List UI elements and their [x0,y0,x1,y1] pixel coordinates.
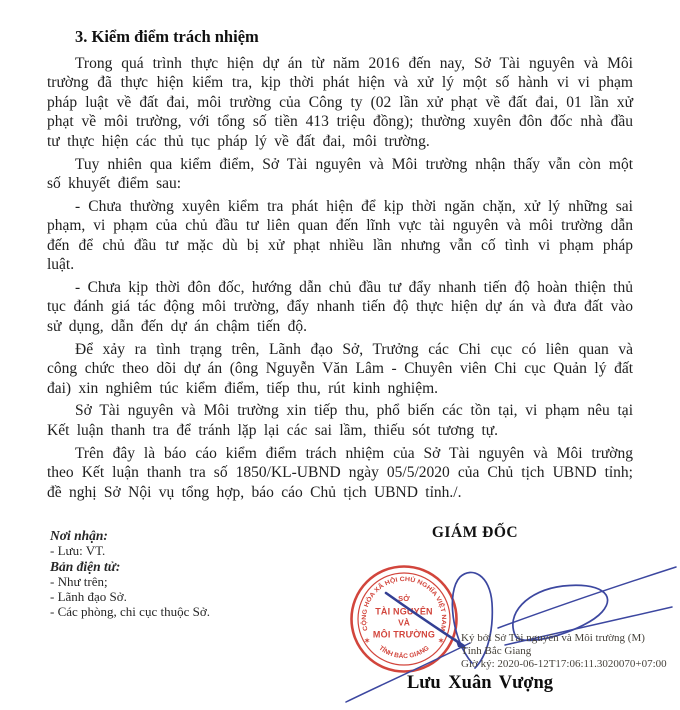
digital-signature-info [461,632,667,670]
stamp-arc-bottom-text: TỈNH BẮC GIANG [377,644,431,661]
stamp-center-line1: SỞ [398,594,410,603]
paragraph: - Chưa thường xuyên kiểm tra phát hiện để kịp thời ngăn chặn, xử lý những sai phạm, vi phạm của chủ đầu tư liên quan đến lĩnh vực tài nguyên và môi trường dẫn đến để chủ đầu tư mặc dù bị xử phạt nhiều lần nhưng vẫn cố tình vi phạm pháp luật. [47,197,633,274]
stamp-center-line3: VÀ [398,617,410,628]
stamp-center-line4: MÔI TRƯỜNG [372,629,436,640]
digital-signature-line: Tỉnh Bắc Giang [461,644,532,657]
recipients-block [50,528,210,620]
stamp-arc-top-text: CỘNG HÒA XÃ HỘI CHỦ NGHĨA VIỆT NAM [360,575,448,632]
paragraph: Trên đây là báo cáo kiểm điểm trách nhiệm của Sở Tài nguyên và Môi trường theo Kết luận thanh tra số 1850/KL-UBND ngày 05/5/2020 của Chủ tịch UBND tỉnh; đề nghị Sở Nội vụ tổng hợp, báo cáo Chủ tịch UBND tỉnh./. [47,444,633,501]
recipient-item: - Như trên; [50,573,108,589]
paragraph: Trong quá trình thực hiện dự án từ năm 2016 đến nay, Sở Tài nguyên và Môi trường đã thực hiện kiểm tra, kịp thời phát hiện và xử lý một số hành vi vi phạm pháp luật về đất đai, môi trường của Công ty (02 lần xử phạt về đất đai, 01 lần xử phạt về môi trường, với tổng số tiền 413 triệu đồng); thường xuyên đôn đốc nhà đầu tư thực hiện các thủ tục pháp lý về đất đai, môi trường. [47,55,633,150]
signer-name: Lưu Xuân Vượng [406,673,554,693]
paragraph: Sở Tài nguyên và Môi trường xin tiếp thu, phổ biến các tồn tại, vi phạm nêu tại Kết luận thanh tra để tránh lặp lại các sai lầm, thiếu sót tương tự. [47,402,633,439]
signature-stroke [498,567,676,628]
section-heading: 3. Kiểm điểm trách nhiệm [75,27,259,46]
paragraph: Để xảy ra tình trạng trên, Lãnh đạo Sở, Trưởng các Chi cục có liên quan và công chức theo dõi dự án (ông Nguyễn Văn Lâm - Chuyên viên Chi cục Quản lý đất đai) xin nghiêm túc kiểm điểm, tiếp thu, rút kinh nghiệm. [47,340,633,397]
paragraph: Tuy nhiên qua kiểm điểm, Sở Tài nguyên và Môi trường nhận thấy vẫn còn một số khuyết điểm sau: [47,155,633,192]
stamp-star-left-icon: ✶ [364,638,370,645]
electronic-copy-title: Bản điện tử: [50,558,121,574]
recipient-item: - Các phòng, chi cục thuộc Sở. [50,604,210,620]
paragraph: - Chưa kịp thời đôn đốc, hướng dẫn chủ đầu tư đẩy nhanh tiến độ hoàn thiện thủ tục đánh giá tác động môi trường, đẩy nhanh tiến độ thực hiện dự án và đưa đất vào sử dụng, dẫn đến dự án chậm tiến độ. [47,278,633,335]
document-body [47,27,633,505]
official-stamp [352,567,457,672]
recipient-item: - Lãnh đạo Sở. [50,589,127,605]
stamp-star-right-icon: ✶ [438,638,444,645]
stamp-center-line2: TÀI NGUYÊN [375,606,433,617]
recipient-item: - Lưu: VT. [50,543,106,559]
recipients-title: Nơi nhận: [50,528,108,543]
digital-signature-line: Ký bởi Sở Tài nguyên và Môi trường (M) [461,632,645,644]
digital-signature-line: Giờ ký: 2020-06-12T17:06:11.3020070+07:00 [461,657,667,670]
position-title: GIÁM ĐỐC [431,524,519,541]
